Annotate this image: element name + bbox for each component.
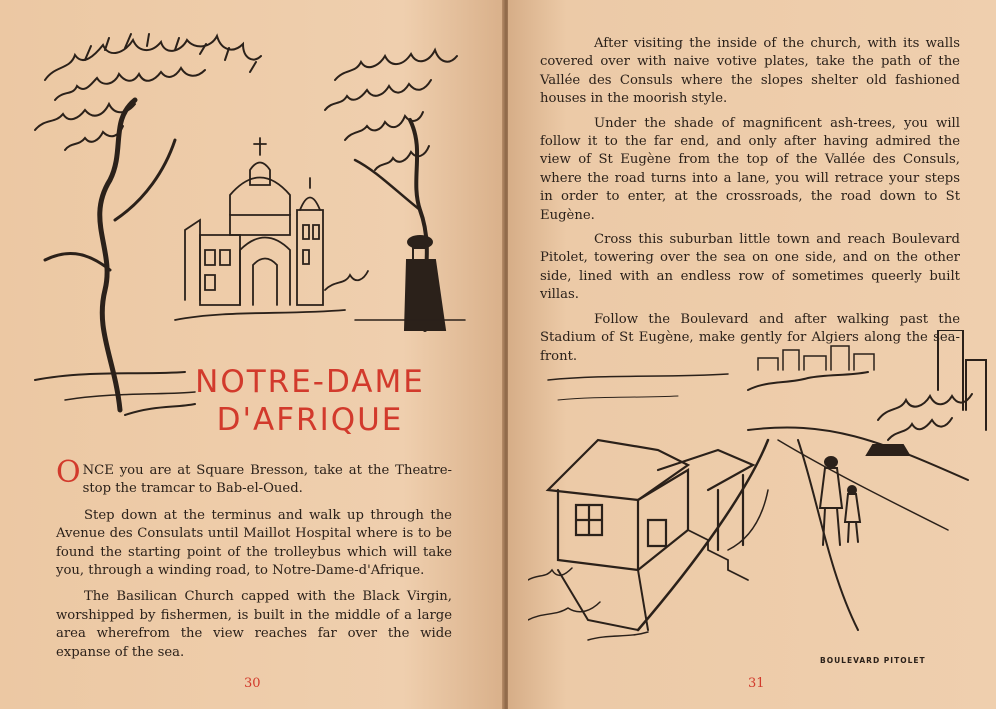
right-paragraph-3: Cross this suburban little town and reach Boulevard Pitolet, towering over the sea on one side, and on the other side, lined with an endless row of sometimes queerly built villas.: [540, 232, 960, 303]
left-paragraph-1: [56, 455, 452, 499]
page-number-right: 31: [748, 676, 765, 691]
chapter-title-line1: NOTRE-DAME: [195, 364, 425, 400]
right-paragraph-2: Under the shade of magnificent ash-trees, you will follow it to the far end, and only after having admired the view of St Eugène from the top of the Vallée des Consuls, where the road turns into a lane, you will retrace your steps in order to enter, at the crossroads, the road down to St Eugène.: [540, 115, 960, 223]
basilica-illustration: [25, 20, 475, 420]
right-page: [508, 0, 996, 709]
left-paragraph-2: Step down at the terminus and walk up through the Avenue des Consulats until Maillot Hospital where is to be found the starting point of the trolleybus which will take you, through a winding road, to Notre-Dame-d'Afrique.: [56, 507, 452, 579]
drop-cap: O: [56, 455, 81, 490]
page-number-left: 30: [244, 676, 261, 691]
illustration-caption: BOULEVARD PITOLET: [820, 656, 926, 665]
right-paragraph-4: Follow the Boulevard and after walking past the Stadium of St Eugène, make gently for Algiers along the sea-front.: [540, 311, 960, 364]
left-paragraph-1-text: NCE you are at Square Bresson, take at the Theatre-stop the tramcar to Bab-el-Oued.: [82, 463, 452, 497]
boulevard-pitolet-illustration: [528, 330, 996, 660]
left-text-block: [56, 455, 452, 662]
left-paragraph-3: The Basilican Church capped with the Black Virgin, worshipped by fishermen, is built in the middle of a large area wherefrom the view reaches far over the wide expanse of the sea.: [56, 589, 452, 660]
right-text-block: [540, 35, 960, 366]
right-paragraph-1: After visiting the inside of the church, with its walls covered over with naive votive plates, take the path of the Vallée des Consuls where the slopes shelter old fashioned houses in the moorish style.: [540, 36, 960, 107]
chapter-title-line2: D'AFRIQUE: [216, 402, 404, 438]
